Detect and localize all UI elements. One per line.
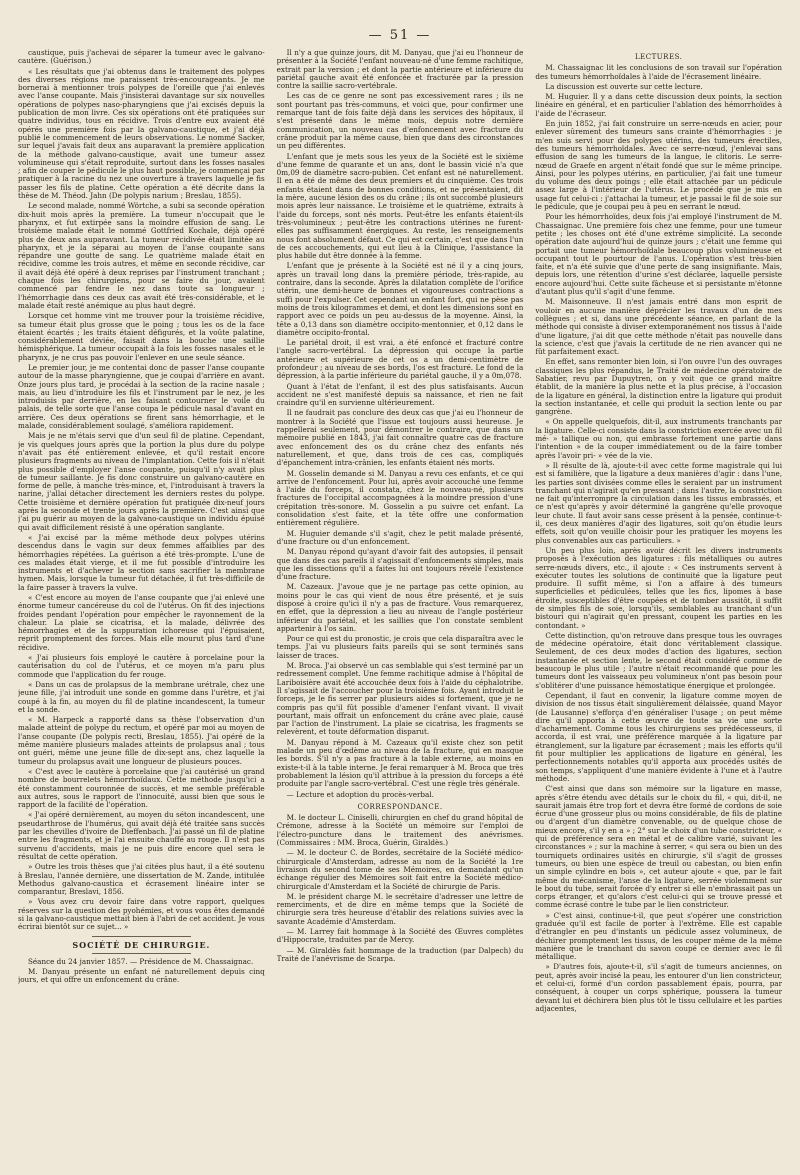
paragraph: C'est ainsi que dans son mémoire sur la ligature en masse, après s'être étendu avec détails sur le choix du fil, « qui, dit-il, ne saurait jamais être trop fort et devra être formé de cordons de soie écrue d'une grosseur plus ou moins considérable, de fils de platine ou d'argent d'un diamètre convenable, ou de quelque chose de mieux encore, s'il y en a » ; 2° sur le choix d'un tube constricteur, « qui de préférence sera en métal et de calibre varié, suivant les circonstances » ; sur la machine à serrer, « qui sera ou bien un des tourniquets ordinaires usités en chirurgie, s'il s'agit de grosses tumeurs, ou bien une espèce de treuil ou cabestan, ou bien enfin un simple cylindre en bois », cet auteur ajoute « que, par le fait même du mécanisme, l'anse de la ligature, serrée violemment sur le bout du tube, serait forcée d'y entrer si elle n'embrassait pas un corps étranger, et qu'alors c'est celui-ci qui se trouve pressé et comme écrasé contre le tube par le lien constricteur. — [535, 784, 783, 910]
paragraph: — M. le docteur C. de Bordes, secrétaire de la Société médico-chirurgicale d'Amsterdam, adresse au nom de la Société la 1re livraison du second tome de ses Mémoires, en demandant qu'un échange régulier des Mémoires soit fait entre la Société médico-chirurgicale d'Amsterdam et la Société de chirurgie de Paris. — [276, 848, 524, 891]
paragraph: « Les résultats que j'ai obtenus dans le traitement des polypes des diverses régions me paraissent très-encourageants. Je me bornerai à mentionner trois polypes de l'oreille que j'ai enlevés avec l'anse coupante. Mais j'insisterai davantage sur six nouvelles opérations de polypes naso-pharyngiens que j'ai excisés depuis la publication de mon livre. Ces six opérations ont été pratiquées sur quatre individus, tous en récidive. Trois d'entre eux avaient été opérés une première fois par la galvano-caustique, et j'ai déjà publié le commencement de leurs observations. Le nommé Sacker, sur lequel j'avais fait deux ans auparavant la première application de la méthode galvano-caustique, avait une tumeur assez volumineuse qui s'était reproduite, surtout dans les fosses nasales ; afin de couper le pédicule le plus haut possible, je commençai par pratiquer à la racine du nez une ouverture à travers laquelle je fis passer les fils de platine. Cette opération a été décrite dans la thèse de M. Théod. Jahn (De polypis narium ; Breslau, 1855). — [18, 66, 265, 201]
column-right-body — [535, 64, 782, 1013]
paragraph: M. le docteur L. Ciniselli, chirurgien en chef du grand hôpital de Crémone, adresse à la Société un mémoire sur l'emploi de l'électro-puncture dans le traitement des anévrismes. (Commissaires : MM. Broca, Guérin, Giraldès.) — [276, 813, 524, 848]
paragraph: Mais je ne m'étais servi que d'un seul fil de platine. Cependant, je vis quelques jours après que la portion la plus dure du polype n'avait pas été entièrement enlevée, et qu'il restait encore plusieurs fragments au niveau de l'implantation. Cette fois il n'était plus possible d'employer l'anse coupante, puisqu'il n'y avait plus de tumeur saillante. Je fis donc construire un galvano-cautère en forme de pelle, à manche très-mince, et, l'introduisant à travers la narine, j'allai détacher directement les derniers restes du polype. Cette troisième et dernière opération fut pratiquée dix-neuf jours après la seconde et trente jours après la première. C'est ainsi que j'ai pu guérir au moyen de la galvano-caustique un individu épuisé qui avait difficilement résisté à une opération sanglante. — [18, 431, 265, 532]
column-left-body — [18, 49, 265, 932]
paragraph: — Lecture et adoption du procès-verbal. — [286, 789, 434, 799]
paragraph: « Dans un cas de prolapsus de la membrane urétrale, chez une jeune fille, j'ai introduit une sonde en gomme dans l'urètre, et j'ai coupé à la fin, au moyen du fil de platine incandescent, la tumeur et la sonde. — [18, 679, 265, 714]
paragraph: » Outre les trois thèses que j'ai citées plus haut, il a été soutenu à Breslau, l'année dernière, une dissertation de M. Zande, intitulée Methodus galvano-caustica et écrasement linéaire inter se comparantur, Breslavi, 1856. — [18, 862, 265, 897]
paragraph: M. Danyau répond à M. Cazeaux qu'il existe chez son petit malade un peu d'œdème au niveau de la fracture, qui en masque les bords. S'il n'y a pas fracture à la table externe, au moins en existe-t-il à la table interne. Je ferai remarquer à M. Broca que très probablement la lésion qu'il attribue à la pression du forceps a été produite par l'angle sacro-vertébral. C'est une règle très générale. — [276, 737, 524, 789]
page-number: — 51 — — [368, 28, 432, 43]
paragraph: M. Gosselin demande si M. Danyau a revu ces enfants, et ce qui arrive de l'enfoncement. Pour lui, après avoir accouché une femme à l'aide du forceps, il constata, chez le nouveau-né, plusieurs fractures de l'occipital accompagnées à la moindre pression d'une crépitation très-sonore. M. Gosselin a pu suivre cet enfant. La consolidation s'est faite, et la tête offre une conformation entièrement régulière. — [276, 468, 524, 528]
paragraph: Le second malade, nommé Wörtche, a subi sa seconde opération dix-huit mois après la première. La tumeur n'occupait que le pharynx, et fut extirpée sans la moindre effusion de sang. Le troisième malade était le nommé Gottfried Kochale, déjà opéré plus de deux ans auparavant. La tumeur récidivée était limitée au pharynx, et je la séparai au moyen de l'anse coupante sans répandre une goutte de sang. Le quatrième malade était en récidive, comme les trois autres, et même en seconde récidive, car il avait déjà été opéré à deux reprises par l'instrument tranchant ; chaque fois les chirurgiens, pour se faire du jour, avaient commencé par fendre le nez dans toute sa longueur ; l'hémorrhagie dans ces deux cas avait été très-considérable, et le malade était resté anémique au plus haut degré. — [18, 201, 265, 310]
paragraph: Pour les hémorrhoïdes, deux fois j'ai employé l'instrument de M. Chassaignac. Une première fois chez une femme, pour une tumeur petite ; les choses ont été d'une extrême simplicité. La seconde opération date aujourd'hui de quinze jours ; c'était une femme qui portait une tumeur hémorrhoïdale beaucoup plus volumineuse et occupant tout le pourtour de l'anus. L'opération s'est très-bien faite, et n'a été suivie que d'une perte de sang insignifiante. Mais, depuis lors, une rétention d'urine s'est déclarée, laquelle persiste encore aujourd'hui. Cette suite fâcheuse et si persistante m'étonne d'autant plus qu'il s'agit d'une femme. — [535, 212, 783, 297]
paragraph: Quant à l'état de l'enfant, il est des plus satisfaisants. Aucun accident ne s'est manifesté depuis sa naissance, et rien ne fait craindre qu'il en survienne ultérieurement. — [276, 381, 524, 408]
paragraph: « J'ai opéré dernièrement, au moyen du séton incandescent, une pseudarthrose de l'humérus, qui avait déjà été traitée sans succès par les chevilles d'ivoire de Dieffenbach. J'ai passé un fil de platine entre les fragments, et je l'ai ensuite chauffé au rouge. Il n'est pas survenu d'accidents, mais je ne puis dire encore quel sera le résultat de cette opération. — [18, 810, 265, 861]
paragraph: M. Cazeaux. J'avoue que je ne partage pas cette opinion, au moins pour le cas qui vient de nous être présenté, et je suis disposé à croire qu'ici il n'y a pas de fracture. Vous remarquerez, en effet, que la dépression a lieu au niveau de l'angle postérieur inférieur du pariétal, et les saillies que l'on constate semblent appartenir à l'os sain. — [276, 582, 524, 633]
paragraph: « On appelle quelquefois, dit-il, aux instruments tranchants par la ligature. Celle-ci consiste dans la constriction exercée avec un fil mé- » tallique ou non, qui embrasse fortement une partie dans l'intention » de la couper immédiatement ou de la faire tomber après l'avoir pri- » vée de la vie. — [535, 417, 783, 460]
column-middle-body — [277, 49, 524, 799]
lectures-title: LECTURES. — [635, 53, 683, 61]
paragraph: « C'est encore au moyen de l'anse coupante que j'ai enlevé une énorme tumeur cancéreuse du col de l'utérus. On fit des injections froides pendant l'opération pour empêcher le rayonnement de la chaleur. La plaie se cicatrisa, et la malade, délivrée des hémorrhagies et de la suppuration ichoreuse qui l'épuisaient, reprit promptement des forces. Mais elle mourut plus tard d'une récidive. — [18, 593, 265, 652]
paragraph: La discussion est ouverte sur cette lecture. — [545, 81, 703, 91]
correspondance-body — [277, 814, 524, 963]
paragraph: Il n'y a que quinze jours, dit M. Danyau, que j'ai eu l'honneur de présenter à la Société l'enfant nouveau-né d'une femme rachitique, extrait par la version ; et dont la partie antérieure et inférieure du pariétal gauche avait été enfoncée et fracturée par la pression contre la saillie sacro-vertébrale. — [276, 49, 524, 91]
columns — [18, 49, 782, 1169]
column-right — [535, 49, 782, 1169]
paragraph: » Il résulte de là, ajoute-t-il avec cette forme magistrale qui lui est si familière, que la ligature a deux manières d'agir : dans l'une, les parties sont divisées comme elles le seraient par un instrument tranchant qui n'agirait qu'en pressant ; dans l'autre, la constriction ne fait qu'interrompre la circulation dans les tissus embrassés, et ce n'est qu'après y avoir déterminé la gangrène qu'elle provoque leur chute. Il faut avoir sans cesse présent à la pensée, continue-t-il, ces deux manières d'agir des ligatures, soit qu'on étudie leurs effets, soit qu'on veuille choisir pour les pratiquer les moyens les plus convenables aux cas particuliers. » — [535, 460, 783, 545]
paragraph: « C'est avec le cautère à porcelaine que j'ai cautérisé un grand nombre de bourrelets hémorrhoïdaux. Cette méthode jusqu'ici a été constamment couronnée de succès, et me semble préférable aux autres, sous le rapport de l'innocuité, aussi bien que sous le rapport de la facilité de l'opération. — [18, 766, 265, 810]
column-left-tail — [18, 958, 265, 985]
paragraph: M. Broca. J'ai observé un cas semblable qui s'est terminé par un redressement complet. Une femme rachitique admise à l'hôpital de Lariboisière avait été accouchée deux fois à l'aide du céphalotribe. Il s'agissait de l'accoucher pour la troisième fois. Ayant introduit le forceps, je le fis serrer par plusieurs aides si fortement, que je ne compris pas qu'il fût possible d'amener l'enfant vivant. Il vivait pourtant, mais offrait un enfoncement du crâne avec plaie, causé par l'action de l'instrument. La plaie se cicatrisa, les fragments se relevèrent, et toute déformation disparut. — [276, 661, 524, 737]
paragraph: Il ne faudrait pas conclure des deux cas que j'ai eu l'honneur de montrer à la Société que l'issue est toujours aussi heureuse. Je rappellerai seulement, pour démontrer le contraire, que dans un mémoire publié en 1843, j'ai fait connaître quatre cas de fracture avec enfoncement des os du crâne chez des enfants nés naturellement, et que, dans trois de ces cas, compliqués d'épanchement intra-crânien, les enfants étaient nés morts. — [276, 408, 524, 468]
paragraph: — M. Larrey fait hommage à la Société des Œuvres complètes d'Hippocrate, traduites par de Mercy. — [276, 926, 524, 945]
divider — [92, 936, 191, 937]
paragraph: Pour ce qui est du pronostic, je crois que cela disparaîtra avec le temps. J'ai vu plusieurs faits pareils qui se sont terminés sans laisser de traces. — [276, 634, 524, 660]
paragraph: L'enfant que je mets sous les yeux de la Société est le sixième d'une femme de quarante et un ans, dont le bassin vicié n'a que 0m,09 de diamètre sacro-pubien. Cet enfant est né naturellement. Il en a été de même des deux premiers et du cinquième. Ces trois enfants étaient dans de bonnes conditions, et ne présentaient, dit la mère, aucune lésion des os du crâne ; ils ont succombé plusieurs mois après leur naissance. Le troisième et le quatrième, extraits à l'aide du forceps, sont nés morts. Peut-être les enfants étaient-ils très-volumineux ; peut-être les contractions utérines ne furent-elles pas suffisamment énergiques. Au reste, les renseignements nous font absolument défaut. Ce qui est certain, c'est que dans l'un de ces accouchements, qui eut lieu à la Clinique, l'assistance la plus habile dut être donnée à la femme. — [276, 151, 524, 261]
paragraph: M. Chassaignac lit les conclusions de son travail sur l'opération des tumeurs hémorrhoïdales à l'aide de l'écrasement linéaire. — [535, 63, 783, 81]
paragraph: M. le président charge M. le secrétaire d'adresser une lettre de remerciments, et de dire en même temps que la Société de chirurgie sera très heureuse d'établir des relations suivies avec la savante Académie d'Amsterdam. — [276, 891, 524, 926]
column-middle — [277, 49, 524, 1169]
paragraph: Le premier jour, je me contentai donc de passer l'anse coupante autour de la masse pharyngienne, que je coupai d'arrière en avant. Onze jours plus tard, je procédai à la section de la racine nasale ; mais, au lieu d'introduire les fils et l'instrument par le nez, je les introduisis par derrière, en les faisant contourner le voile du palais, de telle sorte que l'anse coupa le pédicule nasal d'avant en arrière. Ces deux opérations se firent sans hémorrhagie, et le malade, considérablement soulagé, s'améliora rapidement. — [18, 362, 265, 431]
paragraph: « J'ai excisé par la même méthode deux polypes utérins descendus dans le vagin sur deux femmes affaiblies par des hémorrhagies répétées. La guérison a été très-prompte. L'une de ces malades était vierge, et il me fut possible d'introduire les instruments et d'achever la section sans sacrifier la membrane hymen. Mais, lorsque la tumeur fut détachée, il fut très-difficile de la faire passer à travers la vulve. — [18, 532, 265, 592]
paragraph: M. Danyau répond qu'ayant d'avoir fait des autopsies, il pensait que dans des cas pareils il s'agissait d'enfoncements simples, mais que les dissections qu'il a faites lui ont toujours révélé l'existence d'une fracture. — [276, 547, 524, 582]
paragraph: caustique, puis j'achevai de séparer la tumeur avec le galvano-cautère. (Guérison.) — [18, 49, 265, 66]
column-left — [18, 49, 265, 1169]
society-title: SOCIÉTÉ DE CHIRURGIE. — [72, 939, 211, 950]
paragraph: M. Huguier. Il y a dans cette discussion deux points, la section linéaire en général, et en particulier l'ablation des hémorrhoïdes à l'aide de l'écraseur. — [535, 92, 783, 118]
paragraph: En juin 1852, j'ai fait construire un serre-nœuds en acier, pour enlever sûrement des tumeurs sans crainte d'hémorrhagies : je m'en suis servi pour des polypes utérins, des tumeurs érectiles, des tumeurs hémorrhoïdales. Avec ce serre-nœud, j'enlevai sans effusion de sang les tumeurs de la langue, le clitoris. Le serre-nœud de Graefe en argent n'était fondé que sur le même principe. Ainsi, pour les polypes utérins, en particulier, j'ai fait une tumeur du volume des deux poings ; elle était attachée par un pédicule assez large à l'intérieur de l'utérus. Le procédé que je mis en usage fut celui-ci : j'attachai la tumeur, et je passai le fil de soie sur le pédicule, que je coupai peu à peu en serrant le nœud. — [535, 119, 783, 212]
paragraph: L'enfant que je présente à la Société est né il y a cinq jours, après un travail long dans la première période, très-rapide, au contraire, dans la seconde. Après la dilatation complète de l'orifice utérin, une demi-heure de bonnes et vigoureuses contractions a suffi pour l'expulser. Cet cependant un enfant fort, qui ne pèse pas moins de trois kilogrammes et demi, et dont les dimensions sont en rapport avec ce poids un peu au-dessus de la moyenne. Ainsi, la tête a 0,13 dans son diamètre occipito-mentonnier, et 0,12 dans le diamètre occipito-frontal. — [276, 261, 524, 337]
paragraph: Le pariétal droit, il est vrai, a été enfoncé et fracturé contre l'angle sacro-vertébral. La dépression qui occupe la partie antérieure et supérieure de cet os a un demi-centimètre de profondeur ; au niveau de ses bords, l'os est fracturé. Le fond de la dépression, à la partie inférieure du pariétal gauche, il y a 0m,078. — [276, 338, 524, 381]
paragraph: Lorsque cet homme vint me trouver pour la troisième récidive, sa tumeur était plus grosse que le poing ; tous les os de la face étaient écartés ; les traits étaient défigurés, et la voûte palatine, considérablement déviée, faisait dans la bouche une saillie hémisphérique. La tumeur occupait à la fois les fosses nasales et le pharynx, je ne crus pas pouvoir l'enlever en une seule séance. — [18, 311, 265, 362]
paragraph: En effet, sans remonter bien loin, si l'on ouvre l'un des ouvrages classiques les plus répandus, le Traité de médecine opératoire de Sabatier, revu par Dupuytren, on y voit que ce grand maître établit, de la manière la plus nette et la plus précise, à l'occasion de la ligature en général, la distinction entre la ligature qui produit la section instantanée, et celle qui produit la section lente ou par gangrène. — [535, 357, 783, 417]
paragraph: Un peu plus loin, après avoir décrit les divers instruments proposés à l'exécution des ligatures : fils métalliques ou autres serre-nœuds divers, etc., il ajoute : « Ces instruments servent à exécuter toutes les solutions de continuité que la ligature peut produire. Il suffit même, si l'on a affaire à des tumeurs superficielles et pédiculées, telles que les fics, lipomes à base étroite, susceptibles d'être coupées et de tomber aussitôt, il suffit de simples fils de soie, lorsqu'ils, semblables au tranchant d'un bistouri qui n'agirait qu'en pressant, coupent les parties en les contondant. » — [535, 545, 783, 630]
paragraph: M. Maisonneuve. Il n'est jamais entré dans mon esprit de vouloir en aucune manière déprécier les travaux d'un de mes collègues ; et si, dans une précédente séance, en parlant de la méthode qui consiste à diviser extemporanément nos tissus à l'aide d'une ligature, j'ai dit que cette méthode n'était pas nouvelle dans la science, c'est que j'avais la certitude de ne rien avancer qui ne fût parfaitement exact. — [535, 297, 783, 357]
paragraph: » D'autres fois, ajoute-t-il, s'il s'agit de tumeurs anciennes, on peut, après avoir incisé la peau, les entourer d'un lien constricteur, et celui-ci, formé d'un cordon passablement épais, pourra, par conséquent, à couper un corps sphérique, poussera la tumeur devant lui et déchirera bien plus tôt le tissu cellulaire et les parties adjacentes, — [535, 962, 783, 1013]
paragraph: Séance du 24 janvier 1857. — Présidence de M. Chassaignac. — [28, 956, 254, 966]
divider — [92, 953, 191, 954]
paragraph: Cependant, il faut en convenir, la ligature comme moyen de division de nos tissus était singulièrement délaissée, quand Mayor (de Lausanne) s'efforça d'en généraliser l'usage ; on peut même dire qu'il apporta à cette œuvre de toute sa vie une sorte d'acharnement. Comme tous les chirurgiens ses prédécesseurs, il accorda, il est vrai, une préférence marquée à la ligature par étranglement, sur la ligature par écrasement ; mais les efforts qu'il fit pour multiplier les applications de ligature en général, les perfectionnements notables qu'il apporta aux procédés usités de son temps, s'appliquent d'une manière évidente à l'une et à l'autre méthode. — [535, 690, 783, 783]
paragraph: M. Huguier demande s'il s'agit, chez le petit malade présenté, d'une fracture ou d'un enfoncement. — [276, 528, 524, 546]
paragraph: Les cas de ce genre ne sont pas excessivement rares ; ils ne sont pourtant pas très-communs, et voici que, pour confirmer une remarque tant de fois faite déjà dans les services des hôpitaux, il s'est présenté dans le même mois, depuis notre dernière communication, un nouveau cas d'enfoncement avec fracture du crâne produit par la même cause, bien que dans des circonstances un peu différentes. — [276, 91, 524, 151]
paragraph: — M. Giraldès fait hommage de la traduction (par Dalpech) du Traité de l'anévrisme de Scarpa. — [276, 945, 524, 963]
paragraph: « J'ai plusieurs fois employé le cautère à porcelaine pour la cautérisation du col de l'utérus, et ce moyen m'a paru plus commode que l'application du fer rouge. — [18, 653, 265, 679]
paragraph: « M. Harpeck a rapporté dans sa thèse l'observation d'un malade atteint de polype du rectum, et opéré par moi au moyen de l'anse coupante (De polypis recti, Breslau, 1855). J'ai opéré de la même manière plusieurs malades atteints de prolapsus anal ; tous ont guéri, même une jeune fille de dix-sept ans, chez laquelle la tumeur du prolapsus avait une longueur de plusieurs pouces. — [18, 715, 265, 766]
paragraph: » C'est ainsi, continue-t-il, que peut s'opérer une constriction graduée qu'il est facile de porter à l'extrême. Elle est capable d'étrangler en peu d'instants un pédicule assez volumineux, de déchirer promptement les tissus, de les couper même de la même manière que le tranchant du savon coupé ce dernier avec le fil métallique. — [535, 910, 783, 962]
paragraph: M. Danyau présente un enfant né naturellement depuis cinq jours, et qui offre un enfoncement du crâne. — [18, 967, 265, 985]
paragraph: » Vous avez cru devoir faire dans votre rapport, quelques réserves sur la question des pyohémies, et vous vous êtes demandé si la galvano-caustique mettait bien à l'abri de cet accident. Je vous écrirai bientôt sur ce sujet... » — [18, 897, 265, 932]
paragraph: Cette distinction, qu'on retrouve dans presque tous les ouvrages de médecine opératoire, était donc véritablement classique. Seulement, de ces deux modes d'action des ligatures, section instantanée et section lente, le second était considéré comme de beaucoup le plus utile ; l'autre n'était recommandé que pour les tumeurs dont les vaisseaux peu volumineux n'ont pas besoin pour s'oblitérer d'une puissance hémostatique énergique et prolongée. — [535, 630, 783, 690]
correspondance-title: CORRESPONDANCE. — [357, 802, 443, 811]
